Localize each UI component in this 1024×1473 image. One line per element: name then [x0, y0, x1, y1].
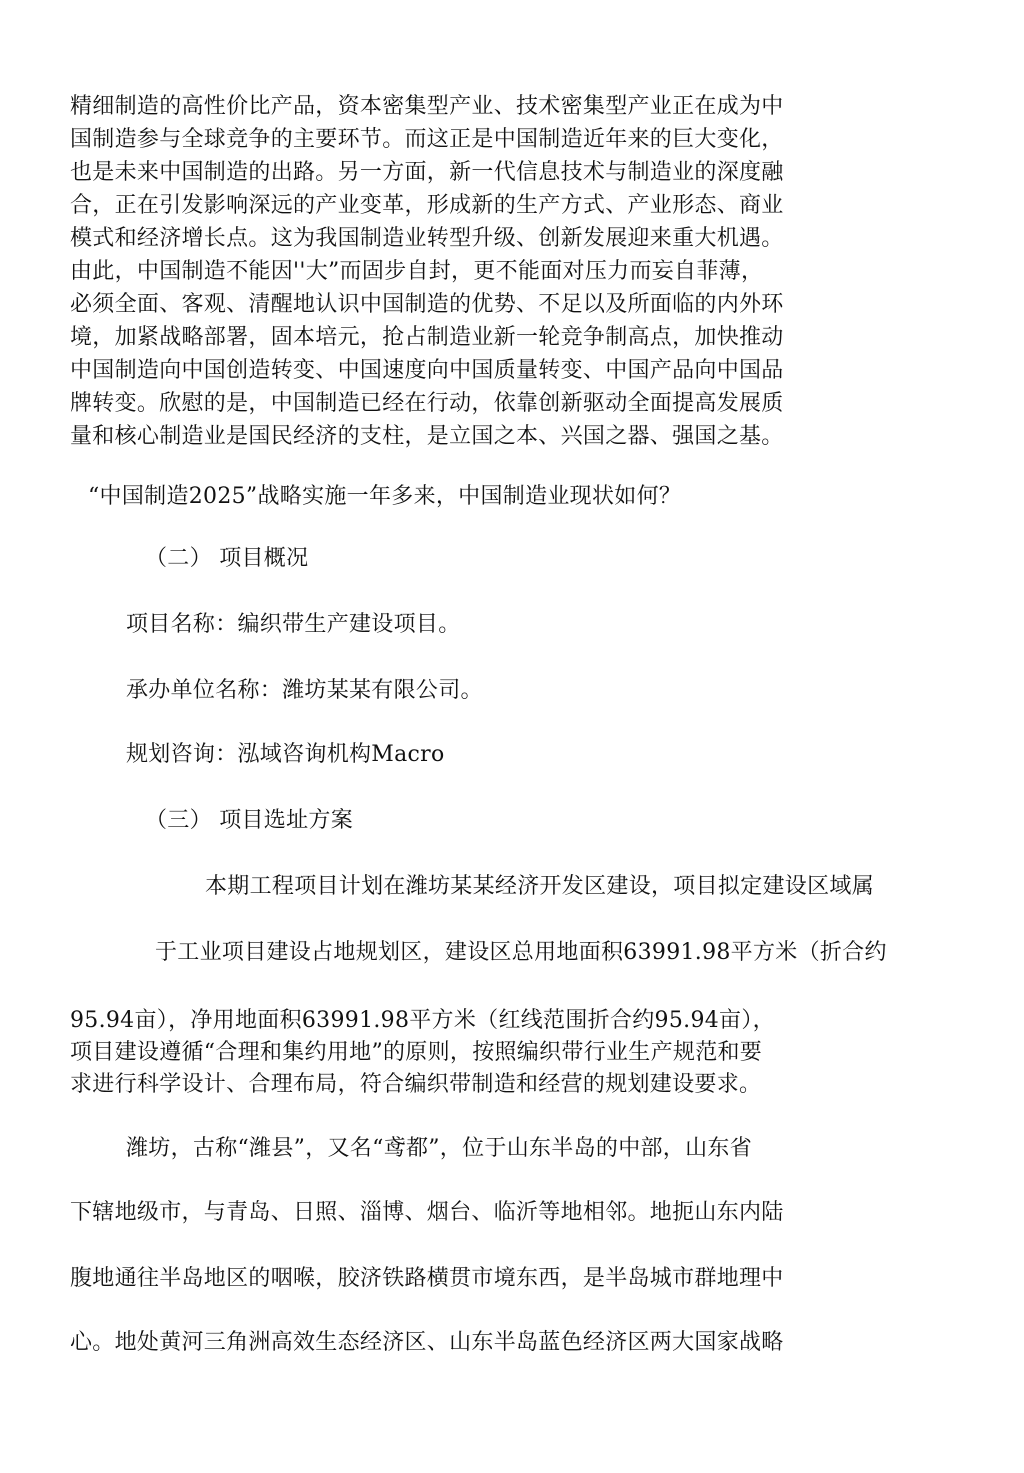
text-line: 由此，中国制造不能因''大”而固步自封，更不能面对压力而妄自菲薄， — [70, 259, 764, 284]
text-line: 95.94亩），净用地面积63991.98平方米（红线范围折合约95.94亩）， — [70, 1008, 775, 1033]
text-line: 牌转变。欣慰的是，中国制造已经在行动，依靠创新驱动全面提高发展质 — [70, 391, 784, 416]
section-heading: （三） 项目选址方案 — [145, 808, 353, 833]
text-line: 本期工程项目计划在潍坊某某经济开发区建设，项目拟定建设区域属 — [205, 874, 875, 899]
consultant-name: 规划咨询：泓域咨询机构Macro — [126, 742, 445, 767]
text-line: 也是未来中国制造的出路。另一方面，新一代信息技术与制造业的深度融 — [70, 160, 784, 185]
text-line: 合，正在引发影响深远的产业变革，形成新的生产方式、产业形态、商业 — [70, 193, 784, 218]
text-line: 国制造参与全球竞争的主要环节。而这正是中国制造近年来的巨大变化， — [70, 127, 784, 152]
text-line: 腹地通往半岛地区的咽喉，胶济铁路横贯市境东西，是半岛城市群地理中 — [70, 1266, 784, 1291]
text-line: 必须全面、客观、清醒地认识中国制造的优势、不足以及所面临的内外环 — [70, 292, 784, 317]
section-heading: （二） 项目概况 — [145, 546, 309, 571]
question-line: “中国制造2025”战略实施一年多来，中国制造业现状如何？ — [88, 484, 682, 509]
organizer-name: 承办单位名称：潍坊某某有限公司。 — [126, 678, 483, 703]
text-line: 境，加紧战略部署，固本培元，抢占制造业新一轮竞争制高点，加快推动 — [70, 325, 784, 350]
text-line: 精细制造的高性价比产品，资本密集型产业、技术密集型产业正在成为中 — [70, 94, 784, 119]
text-line: 项目建设遵循“合理和集约用地”的原则，按照编织带行业生产规范和要 — [70, 1040, 763, 1065]
text-line: 量和核心制造业是国民经济的支柱，是立国之本、兴国之器、强国之基。 — [70, 424, 784, 449]
text-line: 下辖地级市，与青岛、日照、淄博、烟台、临沂等地相邻。地扼山东内陆 — [70, 1200, 784, 1225]
text-line: 于工业项目建设占地规划区，建设区总用地面积63991.98平方米（折合约 — [155, 940, 887, 965]
project-name: 项目名称：编织带生产建设项目。 — [126, 612, 461, 637]
text-line: 求进行科学设计、合理布局，符合编织带制造和经营的规划建设要求。 — [70, 1072, 762, 1097]
text-line: 中国制造向中国创造转变、中国速度向中国质量转变、中国产品向中国品 — [70, 358, 784, 383]
text-line: 心。地处黄河三角洲高效生态经济区、山东半岛蓝色经济区两大国家战略 — [70, 1330, 784, 1355]
text-line: 潍坊，古称“潍县”，又名“鸢都”，位于山东半岛的中部，山东省 — [126, 1136, 752, 1161]
text-line: 模式和经济增长点。这为我国制造业转型升级、创新发展迎来重大机遇。 — [70, 226, 784, 251]
